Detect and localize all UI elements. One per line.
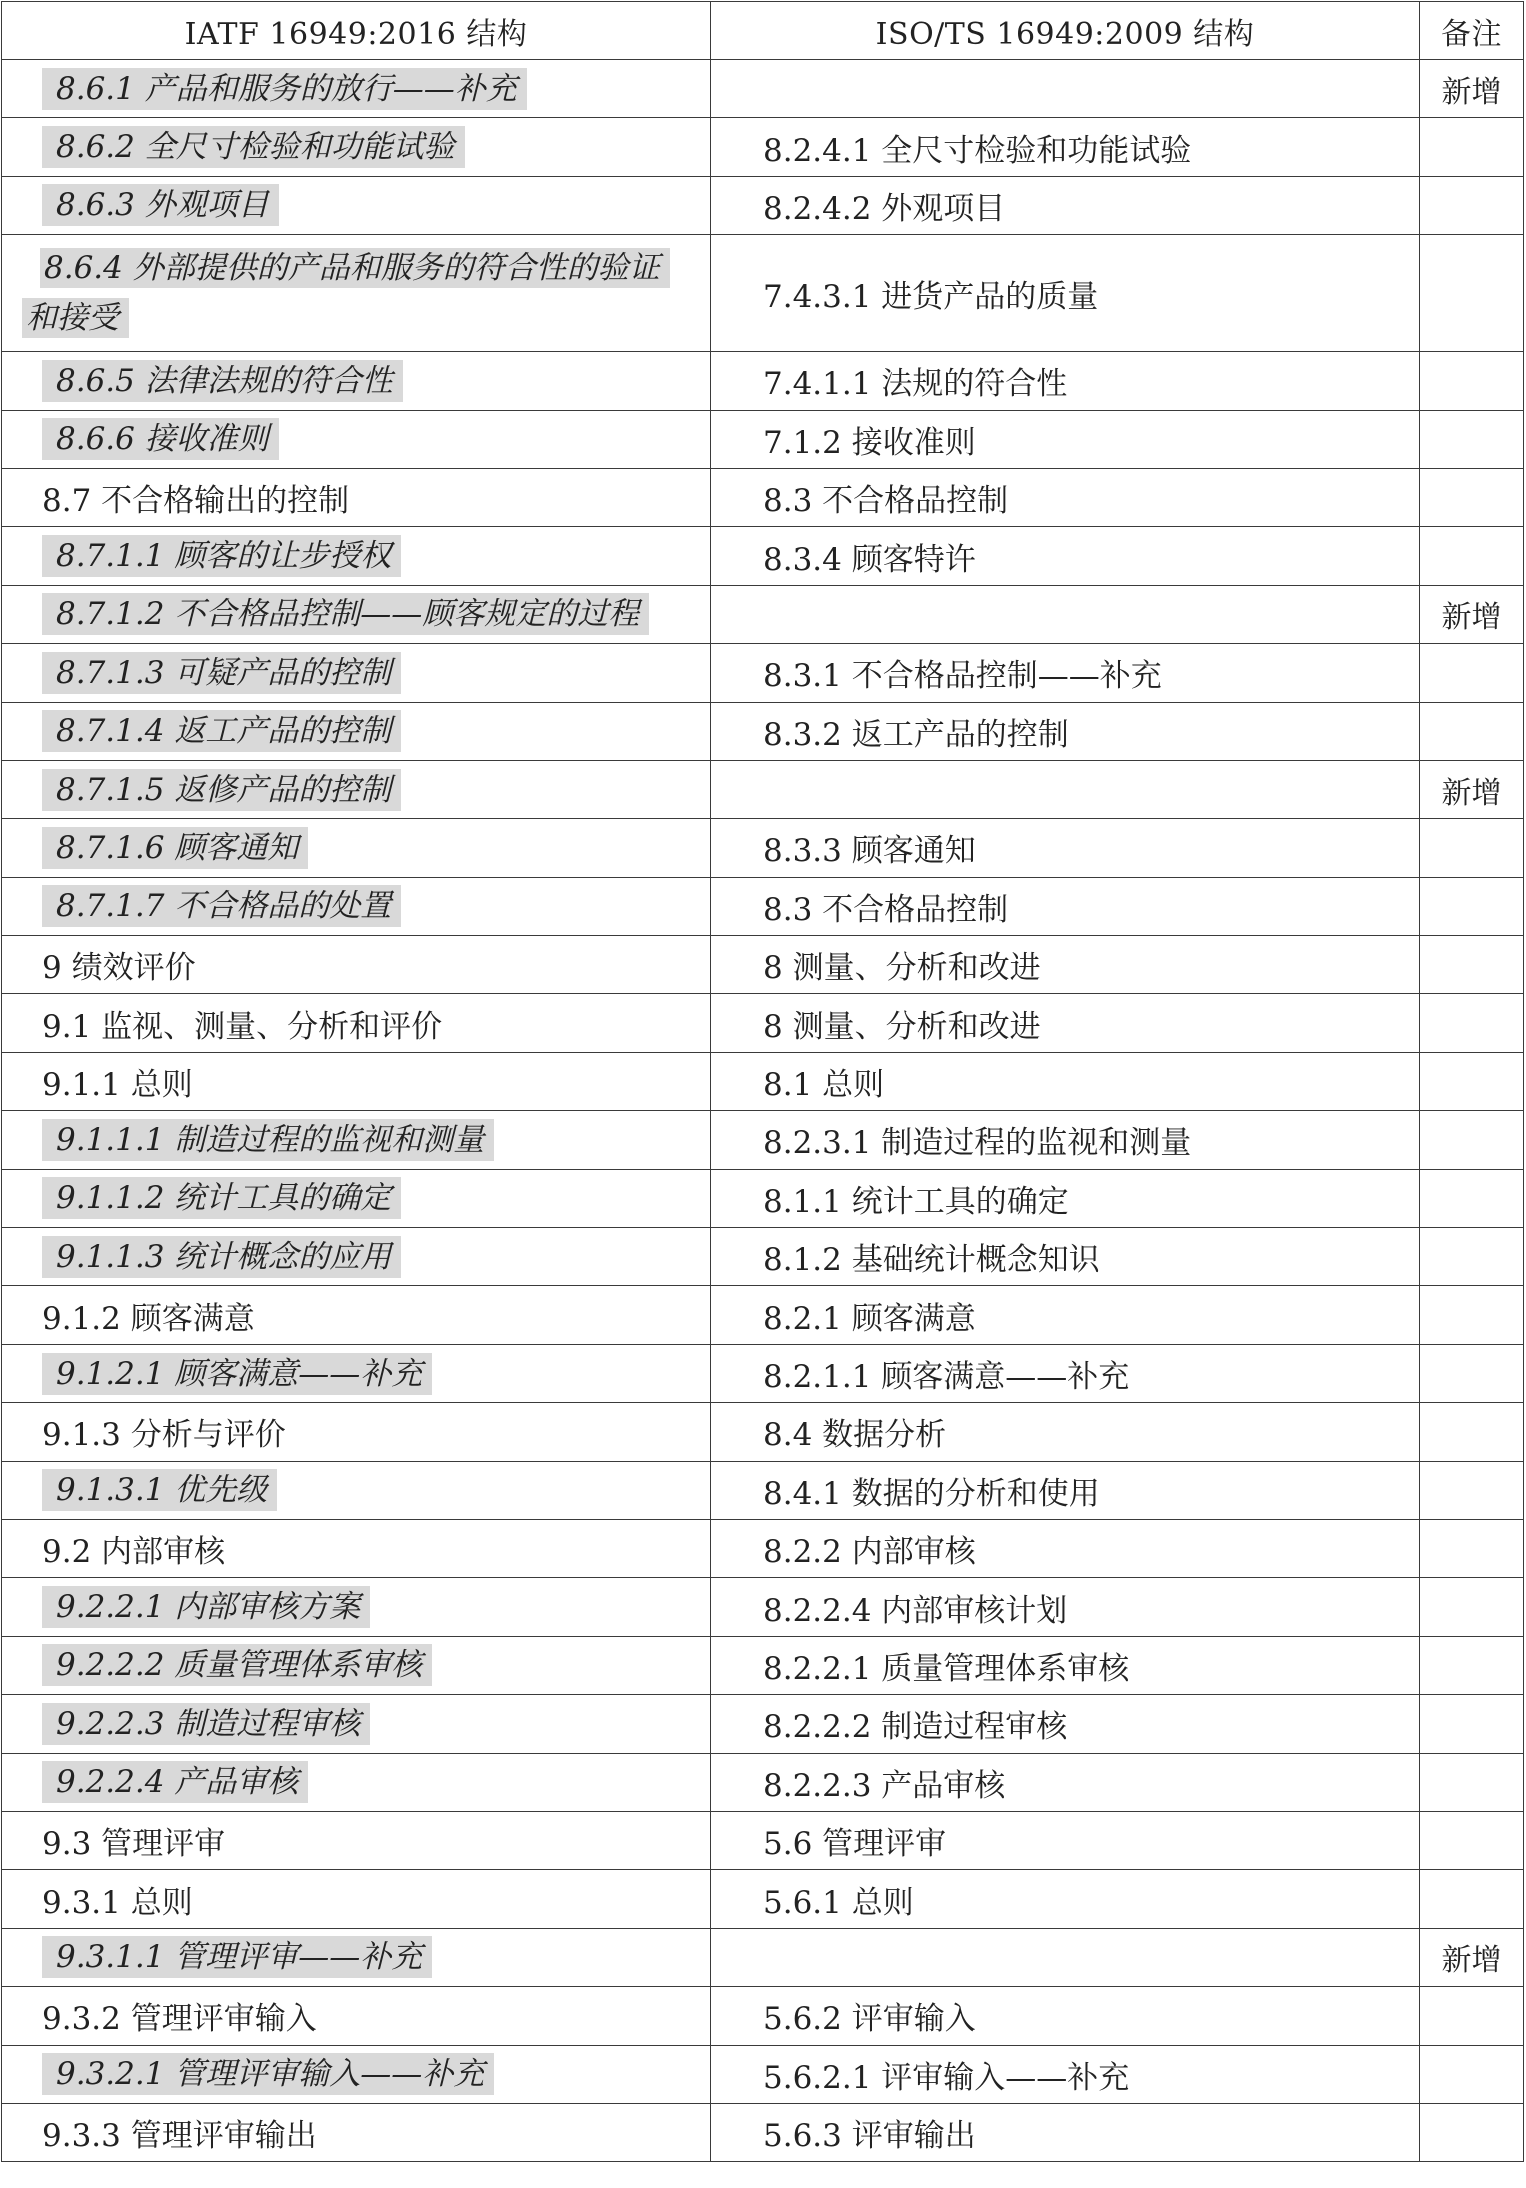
clause-text: 9.1 监视、测量、分析和评价: [42, 1008, 443, 1045]
cell-note: 新增: [1420, 585, 1524, 643]
highlight-wrap: [22, 243, 710, 343]
table-row: [2, 877, 1524, 935]
cell-note: [1420, 1169, 1524, 1227]
cell-iatf-clause: [2, 1344, 711, 1402]
cell-iatf-clause: [2, 877, 711, 935]
cell-note: [1420, 235, 1524, 352]
header-row: [2, 2, 1524, 60]
cell-iso-ts-clause: 8 测量、分析和改进: [711, 994, 1420, 1052]
cell-iso-ts-clause: [711, 1928, 1420, 1986]
header-iso-ts-2009: ISO/TS 16949:2009 结构: [711, 2, 1420, 60]
cell-note: 新增: [1420, 60, 1524, 118]
comparison-page: [1, 1, 1525, 2162]
highlighted-clause-text: 9.2.2.1 内部审核方案: [42, 1586, 370, 1628]
table-row: [2, 1519, 1524, 1577]
cell-iso-ts-clause: 7.4.3.1 进货产品的质量: [711, 235, 1420, 352]
table-row: [2, 702, 1524, 760]
cell-iatf-clause: [2, 702, 711, 760]
cell-iatf-clause: [2, 60, 711, 118]
highlighted-clause-text: 9.2.2.4 产品审核: [42, 1761, 308, 1803]
table-row: [2, 1344, 1524, 1402]
cell-iatf-clause: [2, 1987, 711, 2045]
clause-text: 9.3.3 管理评审输出: [42, 2118, 317, 2155]
cell-iso-ts-clause: 8.2.2.2 制造过程审核: [711, 1695, 1420, 1753]
cell-note: [1420, 1461, 1524, 1519]
cell-note: [1420, 1987, 1524, 2045]
highlighted-clause-text: 8.6.4 外部提供的产品和服务的符合性的验证和接受: [22, 248, 670, 338]
cell-iatf-clause: [2, 1228, 711, 1286]
cell-note: 新增: [1420, 1928, 1524, 1986]
cell-iso-ts-clause: 8.2.2.4 内部审核计划: [711, 1578, 1420, 1636]
table-row: [2, 2045, 1524, 2103]
highlighted-clause-text: 8.6.2 全尺寸检验和功能试验: [42, 126, 465, 168]
cell-iso-ts-clause: 8.3.1 不合格品控制——补充: [711, 644, 1420, 702]
highlighted-clause-text: 8.7.1.5 返修产品的控制: [42, 769, 401, 811]
highlighted-clause-text: 8.7.1.4 返工产品的控制: [42, 710, 401, 752]
cell-iatf-clause: [2, 2103, 711, 2161]
cell-iso-ts-clause: 8.2.1 顾客满意: [711, 1286, 1420, 1344]
table-body: [2, 60, 1524, 2162]
highlighted-clause-text: 9.1.2.1 顾客满意——补充: [42, 1353, 432, 1395]
table-row: [2, 1811, 1524, 1869]
cell-note: [1420, 877, 1524, 935]
cell-iatf-clause: [2, 1578, 711, 1636]
highlighted-clause-text: 8.6.6 接收准则: [42, 418, 279, 460]
clause-text: 9.3 管理评审: [42, 1826, 226, 1863]
cell-note: [1420, 644, 1524, 702]
highlighted-clause-text: 8.7.1.1 顾客的让步授权: [42, 535, 401, 577]
cell-note: [1420, 1052, 1524, 1110]
cell-iatf-clause: [2, 760, 711, 818]
cell-iso-ts-clause: 8.3 不合格品控制: [711, 468, 1420, 526]
cell-iso-ts-clause: [711, 585, 1420, 643]
cell-note: [1420, 1344, 1524, 1402]
cell-note: [1420, 468, 1524, 526]
table-row: [2, 468, 1524, 526]
table-row: [2, 1111, 1524, 1169]
cell-iatf-clause: [2, 1052, 711, 1110]
cell-note: [1420, 1519, 1524, 1577]
table-row: [2, 60, 1524, 118]
highlighted-clause-text: 8.7.1.6 顾客通知: [42, 827, 308, 869]
cell-iso-ts-clause: 7.4.1.1 法规的符合性: [711, 352, 1420, 410]
cell-iso-ts-clause: 5.6.2 评审输入: [711, 1987, 1420, 2045]
cell-iatf-clause: [2, 1286, 711, 1344]
cell-iatf-clause: [2, 644, 711, 702]
highlighted-clause-text: 9.2.2.3 制造过程审核: [42, 1703, 370, 1745]
cell-iatf-clause: [2, 1811, 711, 1869]
highlighted-clause-text: 8.7.1.7 不合格品的处置: [42, 885, 401, 927]
cell-iatf-clause: [2, 118, 711, 176]
cell-note: [1420, 352, 1524, 410]
table-row: [2, 1928, 1524, 1986]
cell-iso-ts-clause: 8.1.1 统计工具的确定: [711, 1169, 1420, 1227]
table-row: [2, 819, 1524, 877]
cell-iatf-clause: [2, 1695, 711, 1753]
highlighted-clause-text: 8.6.3 外观项目: [42, 184, 279, 226]
cell-note: [1420, 1695, 1524, 1753]
table-row: [2, 1636, 1524, 1694]
cell-iatf-clause: [2, 994, 711, 1052]
table-row: [2, 1695, 1524, 1753]
cell-iatf-clause: [2, 1870, 711, 1928]
cell-note: [1420, 994, 1524, 1052]
clause-text: 9.2 内部审核: [42, 1534, 226, 1571]
table-row: [2, 1169, 1524, 1227]
table-row: [2, 118, 1524, 176]
highlighted-clause-text: 8.6.5 法律法规的符合性: [42, 360, 403, 402]
cell-note: [1420, 1870, 1524, 1928]
table-row: [2, 1228, 1524, 1286]
cell-note: [1420, 1753, 1524, 1811]
table-row: [2, 176, 1524, 234]
cell-iatf-clause: [2, 1519, 711, 1577]
cell-iso-ts-clause: 8.3.4 顾客特许: [711, 527, 1420, 585]
cell-iso-ts-clause: 8.2.2.3 产品审核: [711, 1753, 1420, 1811]
cell-iso-ts-clause: 8.4 数据分析: [711, 1403, 1420, 1461]
cell-note: [1420, 1228, 1524, 1286]
cell-iso-ts-clause: 8.3.3 顾客通知: [711, 819, 1420, 877]
cell-iso-ts-clause: 8.1 总则: [711, 1052, 1420, 1110]
cell-iso-ts-clause: 8.2.2.1 质量管理体系审核: [711, 1636, 1420, 1694]
cell-iatf-clause: [2, 352, 711, 410]
cell-note: [1420, 527, 1524, 585]
table-row: [2, 994, 1524, 1052]
cell-iso-ts-clause: 5.6 管理评审: [711, 1811, 1420, 1869]
cell-iso-ts-clause: 8.2.1.1 顾客满意——补充: [711, 1344, 1420, 1402]
table-row: [2, 1578, 1524, 1636]
highlighted-clause-text: 9.2.2.2 质量管理体系审核: [42, 1644, 432, 1686]
table-row: [2, 527, 1524, 585]
header-note: 备注: [1420, 2, 1524, 60]
cell-note: [1420, 936, 1524, 994]
cell-note: [1420, 702, 1524, 760]
cell-note: [1420, 1578, 1524, 1636]
cell-iatf-clause: [2, 1169, 711, 1227]
cell-note: [1420, 1403, 1524, 1461]
cell-iatf-clause: [2, 819, 711, 877]
cell-iatf-clause: [2, 527, 711, 585]
highlighted-clause-text: 8.7.1.2 不合格品控制——顾客规定的过程: [42, 593, 649, 635]
table-row: [2, 1286, 1524, 1344]
cell-note: [1420, 2103, 1524, 2161]
clause-text: 8.7 不合格输出的控制: [42, 483, 350, 520]
clause-comparison-table: [1, 1, 1524, 2162]
highlighted-clause-text: 9.3.1.1 管理评审——补充: [42, 1936, 432, 1978]
table-row: [2, 352, 1524, 410]
cell-iatf-clause: [2, 585, 711, 643]
cell-iso-ts-clause: 7.1.2 接收准则: [711, 410, 1420, 468]
header-iatf-2016: IATF 16949:2016 结构: [2, 2, 711, 60]
cell-note: [1420, 118, 1524, 176]
cell-iatf-clause: [2, 1928, 711, 1986]
cell-note: [1420, 819, 1524, 877]
highlighted-clause-text: 9.3.2.1 管理评审输入——补充: [42, 2053, 494, 2095]
cell-iso-ts-clause: [711, 60, 1420, 118]
cell-iso-ts-clause: 8 测量、分析和改进: [711, 936, 1420, 994]
cell-iatf-clause: [2, 1753, 711, 1811]
highlighted-clause-text: 9.1.1.3 统计概念的应用: [42, 1236, 401, 1278]
cell-note: [1420, 410, 1524, 468]
table-row: [2, 1753, 1524, 1811]
table-row: [2, 2103, 1524, 2161]
cell-note: [1420, 1286, 1524, 1344]
cell-note: 新增: [1420, 760, 1524, 818]
table-row: [2, 760, 1524, 818]
cell-iso-ts-clause: 8.3 不合格品控制: [711, 877, 1420, 935]
clause-text: 9.1.1 总则: [42, 1067, 193, 1104]
cell-iatf-clause: [2, 1403, 711, 1461]
cell-iso-ts-clause: 8.2.2 内部审核: [711, 1519, 1420, 1577]
clause-text: 9.3.2 管理评审输入: [42, 2001, 317, 2038]
clause-text: 9.1.3 分析与评价: [42, 1417, 286, 1454]
table-row: [2, 936, 1524, 994]
cell-note: [1420, 1111, 1524, 1169]
cell-note: [1420, 2045, 1524, 2103]
cell-iso-ts-clause: [711, 760, 1420, 818]
cell-iatf-clause: [2, 176, 711, 234]
cell-iatf-clause: [2, 2045, 711, 2103]
table-row: [2, 1461, 1524, 1519]
cell-iso-ts-clause: 8.2.4.2 外观项目: [711, 176, 1420, 234]
cell-note: [1420, 1636, 1524, 1694]
clause-text: 9.1.2 顾客满意: [42, 1300, 255, 1337]
cell-iatf-clause: [2, 936, 711, 994]
cell-iatf-clause: [2, 410, 711, 468]
cell-iso-ts-clause: 8.1.2 基础统计概念知识: [711, 1228, 1420, 1286]
cell-iatf-clause: [2, 468, 711, 526]
cell-iatf-clause: [2, 1111, 711, 1169]
table-row: [2, 585, 1524, 643]
clause-text: 9 绩效评价: [42, 950, 196, 987]
cell-iso-ts-clause: 8.3.2 返工产品的控制: [711, 702, 1420, 760]
cell-iatf-clause: [2, 1461, 711, 1519]
cell-iso-ts-clause: 5.6.3 评审输出: [711, 2103, 1420, 2161]
highlighted-clause-text: 8.6.1 产品和服务的放行——补充: [42, 68, 527, 110]
cell-iatf-clause: [2, 1636, 711, 1694]
clause-text: 9.3.1 总则: [42, 1884, 193, 1921]
highlighted-clause-text: 9.1.1.2 统计工具的确定: [42, 1177, 401, 1219]
cell-iso-ts-clause: 5.6.2.1 评审输入——补充: [711, 2045, 1420, 2103]
cell-iso-ts-clause: 5.6.1 总则: [711, 1870, 1420, 1928]
cell-iso-ts-clause: 8.4.1 数据的分析和使用: [711, 1461, 1420, 1519]
cell-note: [1420, 1811, 1524, 1869]
table-row: [2, 1987, 1524, 2045]
table-row: [2, 1870, 1524, 1928]
table-row: [2, 644, 1524, 702]
table-row: [2, 235, 1524, 352]
table-row: [2, 1052, 1524, 1110]
table-row: [2, 1403, 1524, 1461]
highlighted-clause-text: 9.1.3.1 优先级: [42, 1469, 277, 1511]
cell-iso-ts-clause: 8.2.4.1 全尺寸检验和功能试验: [711, 118, 1420, 176]
table-header: [2, 2, 1524, 60]
cell-iatf-clause: [2, 235, 711, 352]
cell-iso-ts-clause: 8.2.3.1 制造过程的监视和测量: [711, 1111, 1420, 1169]
table-row: [2, 410, 1524, 468]
cell-note: [1420, 176, 1524, 234]
highlighted-clause-text: 8.7.1.3 可疑产品的控制: [42, 652, 401, 694]
highlighted-clause-text: 9.1.1.1 制造过程的监视和测量: [42, 1119, 494, 1161]
